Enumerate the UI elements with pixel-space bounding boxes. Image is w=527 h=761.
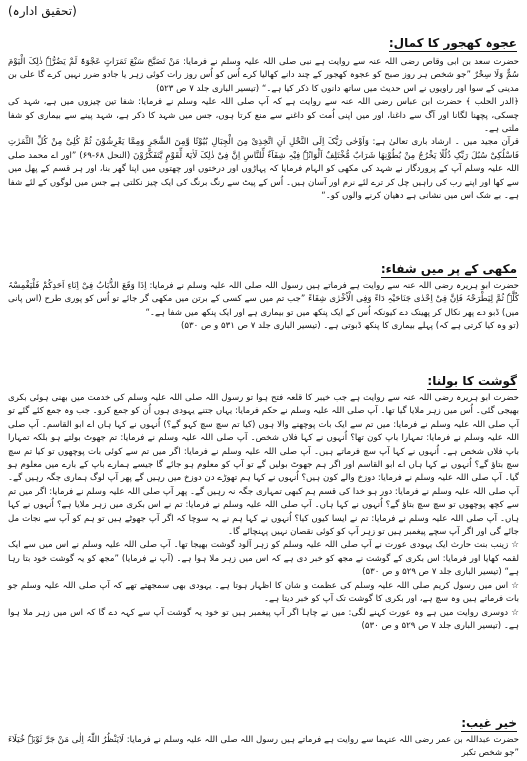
section-body-ajwa [8,56,519,203]
section-heading-ajwa: عجوہ کھجور کا کمال: [388,36,517,50]
paragraph: ☆ دوسری روایت میں ہے وہ عورت کہنے لگی: میں نے چاہا اگر آپ پیغمبر ہیں تو خود یہ گوشت آپ سے کہہ دے گا کہ اس میں زہر ملا ہوا ہے۔ (تیسیر الباری جلد ۷ ص ۵۲۹ و ص ۵۳۰) [8,607,519,631]
paragraph: حضرت سعد بن ابی وقاص رضی اللہ عنہ سے روایت ہے نبی صلی اللہ علیہ وسلم نے فرمایا: مَنْ تَصَبَّحَ سَبْعَ تَمَرَاتٍ عَجْوَۃً لَمْ یَضُرُّہٗ ذٰلِکَ الْیَوْمَ سُمٌّ وَلَا سِحْرٌ ”جو شخص ہر روز صبح کو عجوہ کھجور کے چند دانے کھالیا کرے اُس کو اُس روز رات کوئی زہر یا جادو ضرر نہیں کرے گا علی بن مدینی کے سوا اور راویوں نے اس حدیث میں ساتھ دانوں کا ذکر کیا ہے۔“ (تیسیر الباری جلد ۷ ص ۵۲۳) [8,57,519,94]
paragraph: حضرت ابو ہریرہ رضی اللہ عنہ سے روایت ہے فرماتے ہیں رسول اللہ صلی اللہ علیہ وسلم نے فرمایا: اِذَا وَقَعَ الذُّبَابُ فِیْ اِنَاءِ اَحَدِکُمْ فَلْیَغْمِسْہُ کُلَّہٗ ثُمَّ لِیَطْرَحْہُ فَاِنَّ فِیْ اِحْدٰی جَنَاحَیْہِ دَاءً وَفِی الْاُخْرٰی شِفَاءً ”جب تم میں سے کسی کے برتن میں مکھی گر جائے تو اُس کو پوری طرح (اس پانی میں) ڈبو دے پھر نکال کر پھینک دے کیونکہ اُس کے ایک پنکھ میں تو بیماری ہے اور ایک پنکھ میں شفا ہے۔“ [8,281,519,318]
section-heading-fly: مکھی کے پر میں شفاء: [380,262,517,276]
section-heading-ghaib: خیر غیب: [461,716,517,730]
paragraph: (تو وہ کیا کرتی ہے کہ) پہلے بیماری کا پنکھ ڈبوتی ہے۔ (تیسیر الباری جلد ۷ ص ۵۳۱ و ص ۵۳۰) [181,321,519,332]
paragraph: حضرت عبداللہ بن عمر رضی اللہ عنہما سے روایت ہے فرماتے ہیں رسول اللہ صلی اللہ علیہ وسلم نے فرمایا: لَایَنْظُرُ اللّٰہُ اِلٰی مَنْ جَرَّ ثَوْبَہٗ خُیَلَاءَ ”جو شخص تکبر [8,735,519,759]
source-credit: (تحقیق ادارہ) [8,4,77,18]
section-heading-meat: گوشت کا بولنا: [427,374,517,388]
paragraph: ☆ اس میں رسول کریم صلی اللہ علیہ وسلم کی عظمت و شان کا اظہار ہوتا ہے۔ یہودی بھی سمجھتے تھے کہ آپ صلی اللہ علیہ وسلم جو بات فرماتے ہیں وہ سچ ہے، اور بکری کا گوشت تک آپ کو خبر دیتا ہے۔ [8,580,519,605]
section-body-meat [8,392,519,633]
paragraph: ﴿الدر الحلب ﴾ حضرت ابن عباس رضی اللہ عنہ سے روایت ہے کہ آپ صلی اللہ علیہ وسلم نے فرمایا: شفا تین چیزوں میں ہے، شہد کی چسکی، پچھنا لگانا اور آگ سے داغنا، اور میں اپنی اُمت کو داغنے سے منع کرتا ہوں، جس میں شہد کا ذکر ہے، شہد پینے سے بیماری کو شفا ملتی ہے۔ [8,97,519,135]
section-body-fly [8,280,519,334]
section-body-ghaib [8,734,519,761]
paragraph: قرآن مجید میں ۔ ارشاد باری تعالیٰ ہے: وَاَوْحٰی رَبُّکَ اِلَی النَّحْلِ اَنِ اتَّخِذِیْ مِنَ الْجِبَالِ بُیُوْتًا وَّمِنَ الشَّجَرِ وَمِمَّا یَعْرِشُوْنَ ثُمَّ کُلِیْ مِنْ کُلِّ الثَّمَرٰتِ فَاسْلُکِیْ سُبُلَ رَبِّکِ ذُلُلًا یَخْرُجُ مِنْ بُطُوْنِھَا شَرَابٌ مُّخْتَلِفٌ اَلْوَانُہٗ فِیْہِ شِفَآءٌ لِّلنَّاسِ اِنَّ فِیْ ذٰلِکَ لَاٰیَۃً لِّقَوْمٍ یَّتَفَکَّرُوْنَ (النحل ۶۸-۶۹) ”اور اے محمد صلی اللہ علیہ وسلم آپ کے پروردگار نے شہد کی مکھی کو الہام فرمایا کہ پہاڑوں اور درختوں اور چھتوں میں اپنا گھر بنا، اور ہر قسم کے پھل میں سے کھا اور اپنے رب کی راہیں چل کر ترے لئے نرم اور آسان ہیں۔ اُس کے پیٹ سے رنگ برنگ کی ایک چیز نکلتی ہے جس میں لوگوں کے لئے شفا ہے۔ بے شک اس میں نشانی ہے دھیان کرنے والوں کو۔“ [8,137,519,202]
paragraph: حضرت ابو ہریرہ رضی اللہ عنہ سے روایت ہے جب خیبر کا قلعہ فتح ہوا تو رسول اللہ صلی اللہ علیہ وسلم کی خدمت میں بھنی ہوئی بکری بھیجی گئی۔ اُس میں زہر ملایا گیا تھا۔ آپ صلی اللہ علیہ وسلم نے حکم فرمایا: یہاں جتنے یہودی ہوں اُن کو جمع کرو۔ جب وہ جمع کئے گئے تو آپ صلی اللہ علیہ وسلم نے فرمایا: میں تم سے ایک بات پوچھنے والا ہوں (کیا تم سچ سچ کہو گے؟) اُنہوں نے کہا ہاں اے ابو القاسم۔ آپ صلی اللہ علیہ وسلم نے فرمایا: تمہارا باپ کون تھا؟ اُنہوں نے کہا فلاں شخص۔ آپ صلی اللہ علیہ وسلم نے فرمایا: تم جھوٹ بولتے ہو بلکہ تمہارا باپ فلاں شخص ہے۔ اُنہوں نے کہا آپ سچ فرماتے ہیں۔ آپ صلی اللہ علیہ وسلم نے فرمایا: اگر میں تم سے کوئی بات پوچھوں تو کیا تم سچ سچ بتاؤ گے؟ اُنہوں نے کہا ہاں اے ابو القاسم اور اگر ہم جھوٹ بولیں گے تو آپ کو معلوم ہو جائے گا جیسے ہمارے باپ کے بارے میں معلوم ہو گیا۔ آپ صلی اللہ علیہ وسلم نے فرمایا: دوزخ والے کون ہیں؟ اُنہوں نے کہا ہم تھوڑے دن دوزخ میں رہیں گے پھر آپ لوگ ہماری جگہ رہیں گے۔ آپ صلی اللہ علیہ وسلم نے فرمایا: دور ہو خدا کی قسم ہم کبھی تمہاری جگہ نہ رہیں گے۔ پھر آپ صلی اللہ علیہ وسلم نے فرمایا: اگر میں تم سے کچھ پوچھوں تو سچ سچ بتاؤ گے؟ اُنہوں نے کہا ہاں۔ آپ صلی اللہ علیہ وسلم نے فرمایا: تم نے اس بکری میں زہر ملایا ہے؟ اُنہوں نے کہا ہاں۔ آپ صلی اللہ علیہ وسلم نے فرمایا: تم نے ایسا کیوں کیا؟ اُنہوں نے کہا ہم نے یہ سوچا کہ اگر آپ جھوٹے ہیں تو ہم کو آپ سے نجات مل جائے گی اور اگر آپ سچے پیغمبر ہیں تو زہر آپ کو کوئی نقصان نہیں پہنچائے گا۔ [8,393,519,538]
paragraph: ☆ زینب بنت حارث ایک یہودی عورت نے آپ صلی اللہ علیہ وسلم کو زہر آلود گوشت بھیجا تھا۔ آپ صلی اللہ علیہ وسلم نے اس میں سے ایک لقمہ کھایا اور فرمایا: اس بکری کے گوشت نے مجھ کو خبر دی ہے کہ اس میں زہر ملا ہوا ہے۔ (آپ نے فرمایا) ”مجھ کو یہ گوشت خود بتا رہا ہے“ (تیسیر الباری جلد ۷ ص ۵۲۹ و ص ۵۳۰) [8,540,519,578]
